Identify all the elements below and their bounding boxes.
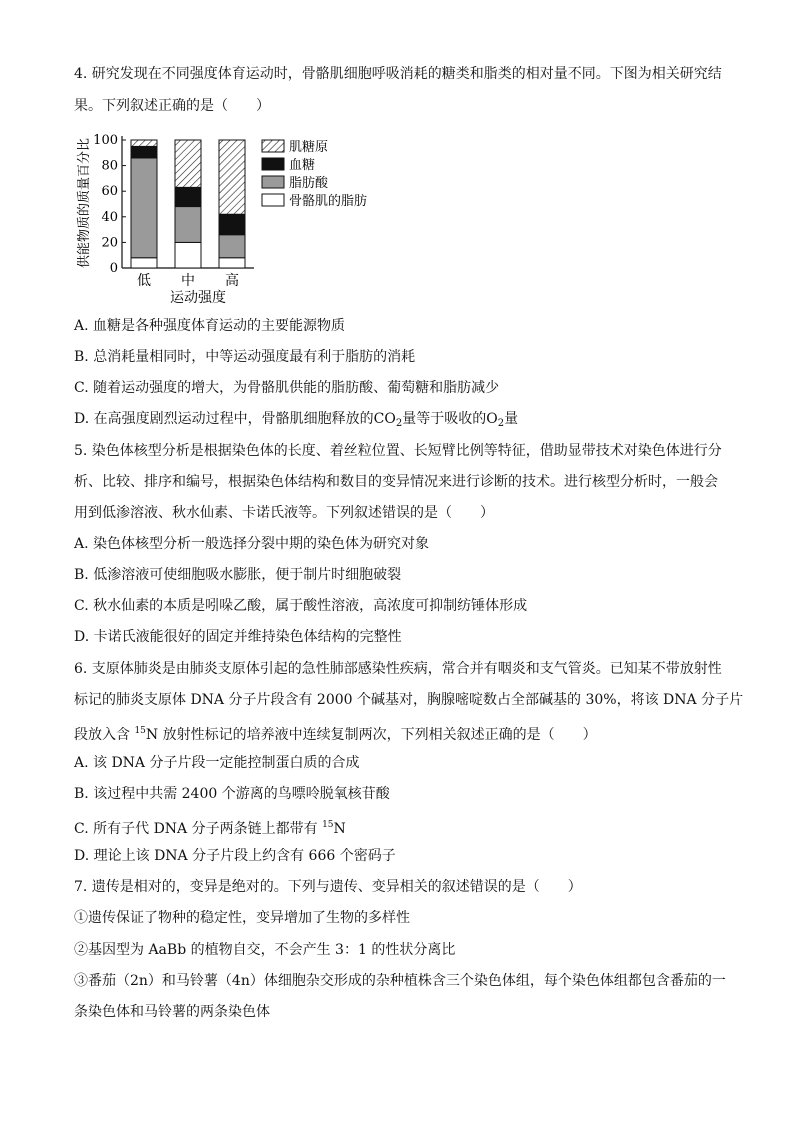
q5-stem-line3: 用到低渗溶液、秋水仙素、卡诺氏液等。下列叙述错误的是（ ） [74,505,494,521]
bar-segment [175,140,201,187]
chart-legend [262,139,367,209]
q4-option-d-text-1: D. 在高强度剧烈运动过程中，骨骼肌细胞释放的CO [74,411,396,427]
y-tick-label-0: 0 [109,261,118,276]
q4-stem-line1: 4. 研究发现在不同强度体育运动时，骨骼肌细胞呼吸消耗的糖类和脂类的相对量不同。下图为相关研究结 [74,66,722,82]
bar-segment [175,242,201,268]
q5-stem-line2: 析、比较、排序和编号，根据染色体结构和数目的变异情况来进行诊断的技术。进行核型分析时，一般会 [74,474,718,490]
q7-statement-3-line1: ③番茄（2n）和马铃薯（4n）体细胞杂交形成的杂种植株含三个染色体组，每个染色体组都包含番茄的一 [74,973,726,989]
q5-option-a[interactable]: A. 染色体核型分析一般选择分裂中期的染色体为研究对象 [74,536,430,552]
q6-option-c[interactable] [74,815,346,839]
bar-segment [219,214,245,234]
legend-label-0: 肌糖原 [289,140,329,155]
q6-option-a[interactable]: A. 该 DNA 分子片段一定能控制蛋白质的合成 [74,755,360,771]
y-tick-label-4: 80 [101,158,118,174]
legend-swatch-0 [262,140,284,152]
q4-option-d[interactable] [74,409,518,434]
q4-option-d-sub-1: 2 [395,418,403,429]
q4-option-d-text-2: 量等于吸收的O [402,411,498,427]
bar-segment [219,140,245,214]
stacked-bar-chart [72,128,402,308]
x-axis-label: 运动强度 [170,290,226,306]
legend-label-3: 骨骼肌的脂肪 [289,194,368,209]
legend-swatch-1 [262,158,284,170]
q6-option-c-text-1: C. 所有子代 DNA 分子两条链上都带有 [74,821,323,837]
q6-stem-line1: 6. 支原体肺炎是由肺炎支原体引起的急性肺部感染性疾病，常合并有咽炎和支气管炎。已知某不带放射性 [74,661,722,677]
x-tick-label-2: 高 [225,273,239,289]
q6-option-c-sup: 15 [322,820,334,830]
chart-bars [131,140,245,289]
q7-stem-line1: 7. 遗传是相对的，变异是绝对的。下列与遗传、变异相关的叙述错误的是（ ） [74,879,582,895]
legend-label-1: 血糖 [289,158,316,173]
q4-option-a[interactable]: A. 血糖是各种强度体育运动的主要能源物质 [74,318,346,334]
bar-segment [131,146,157,158]
q6-line3-text-1: 段放入含 [74,727,135,743]
bar-segment [175,207,201,243]
legend-label-2: 脂肪酸 [289,176,329,191]
q5-option-d[interactable]: D. 卡诺氏液能很好的固定并维持染色体结构的完整性 [74,629,402,645]
q5-option-b[interactable]: B. 低渗溶液可使细胞吸水膨胀，便于制片时细胞破裂 [74,567,402,583]
y-axis-label: 供能物质的质量百分比 [77,137,92,269]
y-tick-label-2: 40 [101,209,118,225]
x-tick-label-1: 中 [181,273,195,289]
q4-option-b[interactable]: B. 总消耗量相同时，中等运动强度最有利于脂肪的消耗 [74,349,416,365]
q6-stem-line2: 标记的肺炎支原体 DNA 分子片段含有 2000 个碱基对，胸腺嘧啶数占全部碱基的 30%，将该 DNA 分子片 [74,692,744,708]
x-tick-label-0: 低 [137,273,151,289]
q7-statement-1: ①遗传保证了物种的稳定性，变异增加了生物的多样性 [74,910,410,926]
y-tick-label-5: 100 [93,133,118,148]
legend-swatch-3 [262,194,284,206]
q6-line3-text-2: N 放射性标记的培养液中连续复制两次，下列相关叙述正确的是（ ） [145,727,597,743]
bar-segment [131,158,157,258]
q6-option-b[interactable]: B. 该过程中共需 2400 个游离的鸟嘌呤脱氧核苷酸 [74,786,390,802]
q4-option-d-text-3: 量 [504,411,519,427]
q6-line3-sup: 15 [134,726,146,736]
bar-segment [219,235,245,258]
bar-segment [219,258,245,268]
q7-statement-2: ②基因型为 AaBb 的植物自交，不会产生 3：1 的性状分离比 [74,942,456,958]
q7-statement-3-line2: 条染色体和马铃薯的两条染色体 [74,1004,270,1020]
bar-segment [131,140,157,146]
bar-segment [175,187,201,206]
q6-option-d[interactable]: D. 理论上该 DNA 分子片段上约含有 666 个密码子 [74,848,396,864]
q5-stem-line1: 5. 染色体核型分析是根据染色体的长度、着丝粒位置、长短臂比例等特征，借助显带技术对染色体进行分 [74,443,722,459]
q6-stem-line3 [74,721,597,745]
q4-option-c[interactable]: C. 随着运动强度的增大，为骨骼肌供能的脂肪酸、葡萄糖和脂肪减少 [74,380,500,396]
q4-stem-line2: 果。下列叙述正确的是（ ） [74,98,270,114]
q6-option-c-text-2: N [333,821,346,837]
bar-segment [131,258,157,268]
q4-option-d-sub-2: 2 [497,418,505,429]
q5-option-c[interactable]: C. 秋水仙素的本质是吲哚乙酸，属于酸性溶液，高浓度可抑制纺锤体形成 [74,598,528,614]
y-tick-label-1: 20 [101,235,118,251]
legend-swatch-2 [262,176,284,188]
y-tick-label-3: 60 [101,184,118,200]
